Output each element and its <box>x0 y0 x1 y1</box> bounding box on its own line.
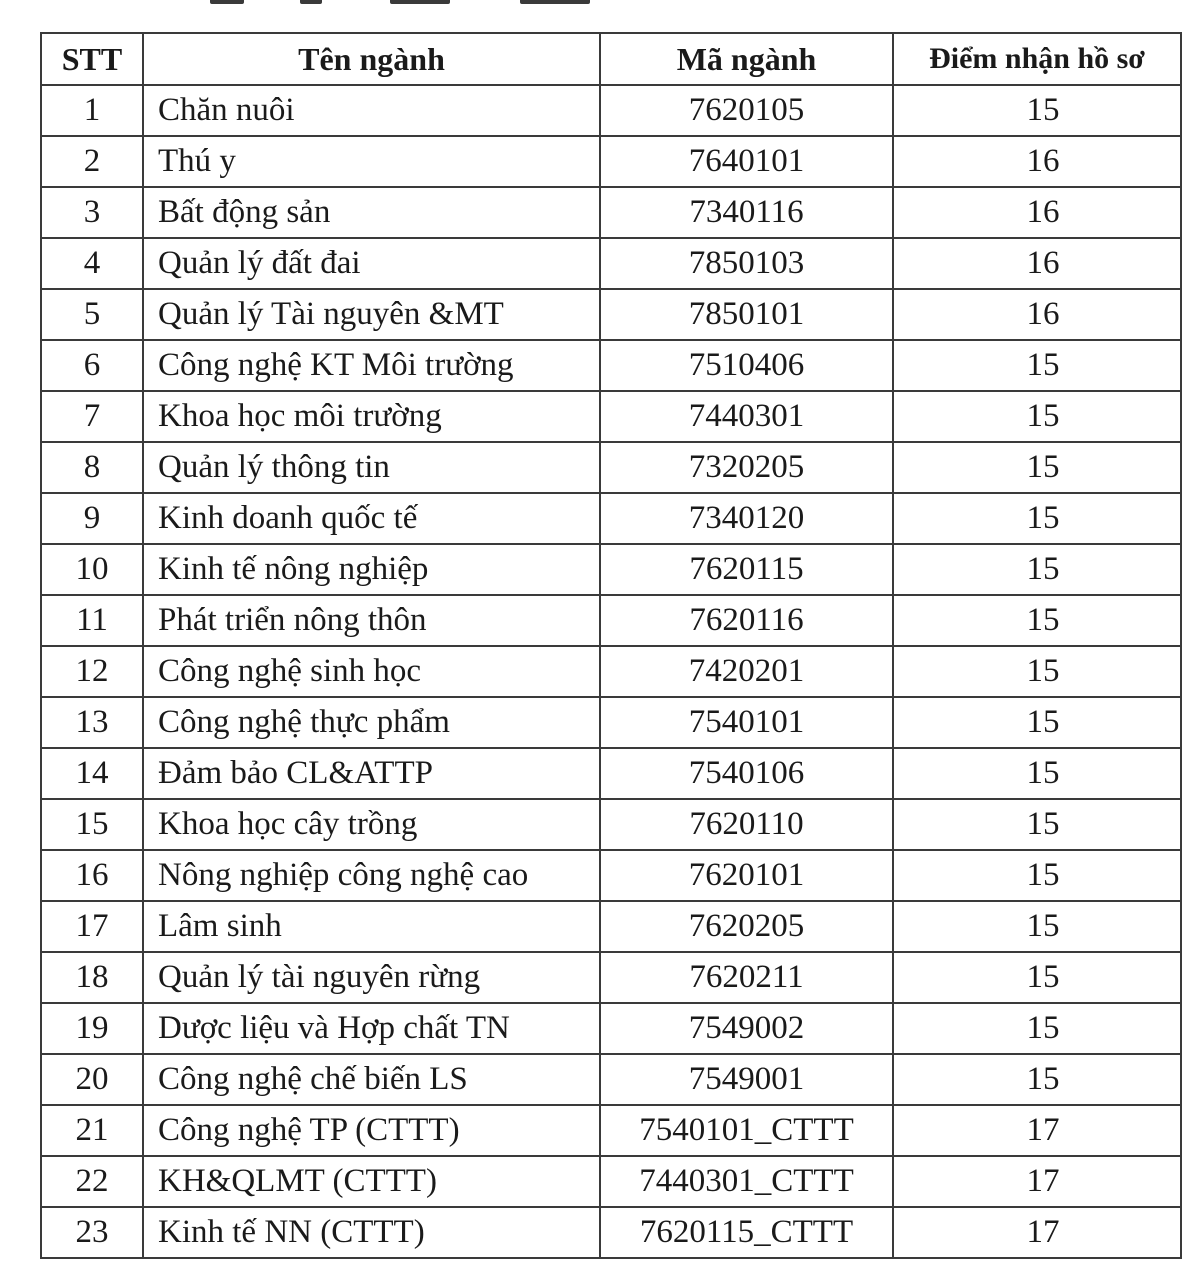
cell-stt: 19 <box>41 1003 143 1054</box>
cell-major-name: Công nghệ TP (CTTT) <box>143 1105 600 1156</box>
cell-min-score: 17 <box>893 1156 1181 1207</box>
cell-major-code: 7440301 <box>600 391 893 442</box>
cell-major-code: 7549001 <box>600 1054 893 1105</box>
cell-min-score: 15 <box>893 340 1181 391</box>
table-row <box>41 1156 1181 1207</box>
cell-stt: 22 <box>41 1156 143 1207</box>
cell-min-score: 15 <box>893 850 1181 901</box>
cell-min-score: 15 <box>893 901 1181 952</box>
cell-stt: 21 <box>41 1105 143 1156</box>
cell-major-name: Kinh tế NN (CTTT) <box>143 1207 600 1258</box>
table-row <box>41 850 1181 901</box>
cell-major-code: 7540101_CTTT <box>600 1105 893 1156</box>
table-row <box>41 544 1181 595</box>
cell-major-name: Công nghệ sinh học <box>143 646 600 697</box>
cell-major-code: 7340116 <box>600 187 893 238</box>
cell-major-code: 7620211 <box>600 952 893 1003</box>
cell-stt: 2 <box>41 136 143 187</box>
cell-min-score: 15 <box>893 544 1181 595</box>
table-row <box>41 391 1181 442</box>
table-row <box>41 85 1181 136</box>
cell-major-name: Lâm sinh <box>143 901 600 952</box>
cell-stt: 6 <box>41 340 143 391</box>
cell-stt: 15 <box>41 799 143 850</box>
cell-major-code: 7420201 <box>600 646 893 697</box>
table-header-row <box>41 33 1181 85</box>
table-row <box>41 136 1181 187</box>
table-row <box>41 187 1181 238</box>
cell-major-code: 7620101 <box>600 850 893 901</box>
cell-min-score: 15 <box>893 595 1181 646</box>
cell-major-code: 7540101 <box>600 697 893 748</box>
cell-major-name: KH&QLMT (CTTT) <box>143 1156 600 1207</box>
cell-major-name: Khoa học môi trường <box>143 391 600 442</box>
cell-min-score: 15 <box>893 1054 1181 1105</box>
table-row <box>41 1054 1181 1105</box>
cell-major-code: 7620205 <box>600 901 893 952</box>
cell-major-code: 7540106 <box>600 748 893 799</box>
table-row <box>41 289 1181 340</box>
cell-major-name: Kinh tế nông nghiệp <box>143 544 600 595</box>
cell-major-code: 7549002 <box>600 1003 893 1054</box>
cell-major-name: Quản lý tài nguyên rừng <box>143 952 600 1003</box>
cell-major-code: 7620115_CTTT <box>600 1207 893 1258</box>
cell-min-score: 16 <box>893 187 1181 238</box>
cell-min-score: 15 <box>893 442 1181 493</box>
cell-major-code: 7850101 <box>600 289 893 340</box>
cell-major-code: 7620105 <box>600 85 893 136</box>
table-row <box>41 1105 1181 1156</box>
cell-major-name: Quản lý Tài nguyên &MT <box>143 289 600 340</box>
cell-stt: 1 <box>41 85 143 136</box>
cell-stt: 14 <box>41 748 143 799</box>
cell-major-name: Công nghệ KT Môi trường <box>143 340 600 391</box>
cell-stt: 13 <box>41 697 143 748</box>
cell-major-name: Thú y <box>143 136 600 187</box>
cell-major-code: 7510406 <box>600 340 893 391</box>
table-row <box>41 748 1181 799</box>
cell-major-code: 7440301_CTTT <box>600 1156 893 1207</box>
cell-stt: 7 <box>41 391 143 442</box>
cell-min-score: 15 <box>893 799 1181 850</box>
cell-stt: 20 <box>41 1054 143 1105</box>
cell-stt: 12 <box>41 646 143 697</box>
cell-major-name: Dược liệu và Hợp chất TN <box>143 1003 600 1054</box>
cell-min-score: 15 <box>893 85 1181 136</box>
table-row <box>41 1207 1181 1258</box>
header-min-score: Điểm nhận hồ sơ <box>893 33 1181 85</box>
table-row <box>41 952 1181 1003</box>
cell-stt: 11 <box>41 595 143 646</box>
table-row <box>41 493 1181 544</box>
cell-min-score: 15 <box>893 748 1181 799</box>
cell-min-score: 15 <box>893 391 1181 442</box>
cell-stt: 9 <box>41 493 143 544</box>
cell-major-name: Quản lý đất đai <box>143 238 600 289</box>
cell-stt: 5 <box>41 289 143 340</box>
cell-min-score: 16 <box>893 136 1181 187</box>
cell-stt: 17 <box>41 901 143 952</box>
cell-min-score: 16 <box>893 238 1181 289</box>
cell-stt: 8 <box>41 442 143 493</box>
cell-major-code: 7850103 <box>600 238 893 289</box>
cell-stt: 10 <box>41 544 143 595</box>
cell-min-score: 15 <box>893 493 1181 544</box>
cell-major-name: Công nghệ thực phẩm <box>143 697 600 748</box>
cell-major-code: 7620110 <box>600 799 893 850</box>
cell-major-name: Nông nghiệp công nghệ cao <box>143 850 600 901</box>
cell-major-name: Khoa học cây trồng <box>143 799 600 850</box>
table-row <box>41 340 1181 391</box>
cell-major-code: 7620116 <box>600 595 893 646</box>
cell-min-score: 15 <box>893 697 1181 748</box>
cell-min-score: 15 <box>893 646 1181 697</box>
table-row <box>41 697 1181 748</box>
admission-scores-table <box>40 32 1182 1259</box>
header-major-code: Mã ngành <box>600 33 893 85</box>
header-major-name: Tên ngành <box>143 33 600 85</box>
cell-min-score: 15 <box>893 1003 1181 1054</box>
cell-min-score: 15 <box>893 952 1181 1003</box>
cell-major-name: Kinh doanh quốc tế <box>143 493 600 544</box>
table-row <box>41 799 1181 850</box>
table-row <box>41 442 1181 493</box>
cell-major-code: 7640101 <box>600 136 893 187</box>
table-row <box>41 595 1181 646</box>
cell-major-name: Phát triển nông thôn <box>143 595 600 646</box>
cell-min-score: 16 <box>893 289 1181 340</box>
cropped-text-above <box>0 0 1200 8</box>
cell-major-name: Đảm bảo CL&ATTP <box>143 748 600 799</box>
cell-major-code: 7340120 <box>600 493 893 544</box>
table-row <box>41 238 1181 289</box>
table-row <box>41 646 1181 697</box>
cell-major-name: Quản lý thông tin <box>143 442 600 493</box>
cell-major-code: 7620115 <box>600 544 893 595</box>
cell-min-score: 17 <box>893 1105 1181 1156</box>
cell-stt: 3 <box>41 187 143 238</box>
cell-stt: 16 <box>41 850 143 901</box>
cell-stt: 18 <box>41 952 143 1003</box>
cell-major-code: 7320205 <box>600 442 893 493</box>
cell-stt: 23 <box>41 1207 143 1258</box>
cell-stt: 4 <box>41 238 143 289</box>
cell-major-name: Công nghệ chế biến LS <box>143 1054 600 1105</box>
cell-major-name: Chăn nuôi <box>143 85 600 136</box>
cell-major-name: Bất động sản <box>143 187 600 238</box>
cell-min-score: 17 <box>893 1207 1181 1258</box>
table-row <box>41 1003 1181 1054</box>
header-stt: STT <box>41 33 143 85</box>
table-row <box>41 901 1181 952</box>
